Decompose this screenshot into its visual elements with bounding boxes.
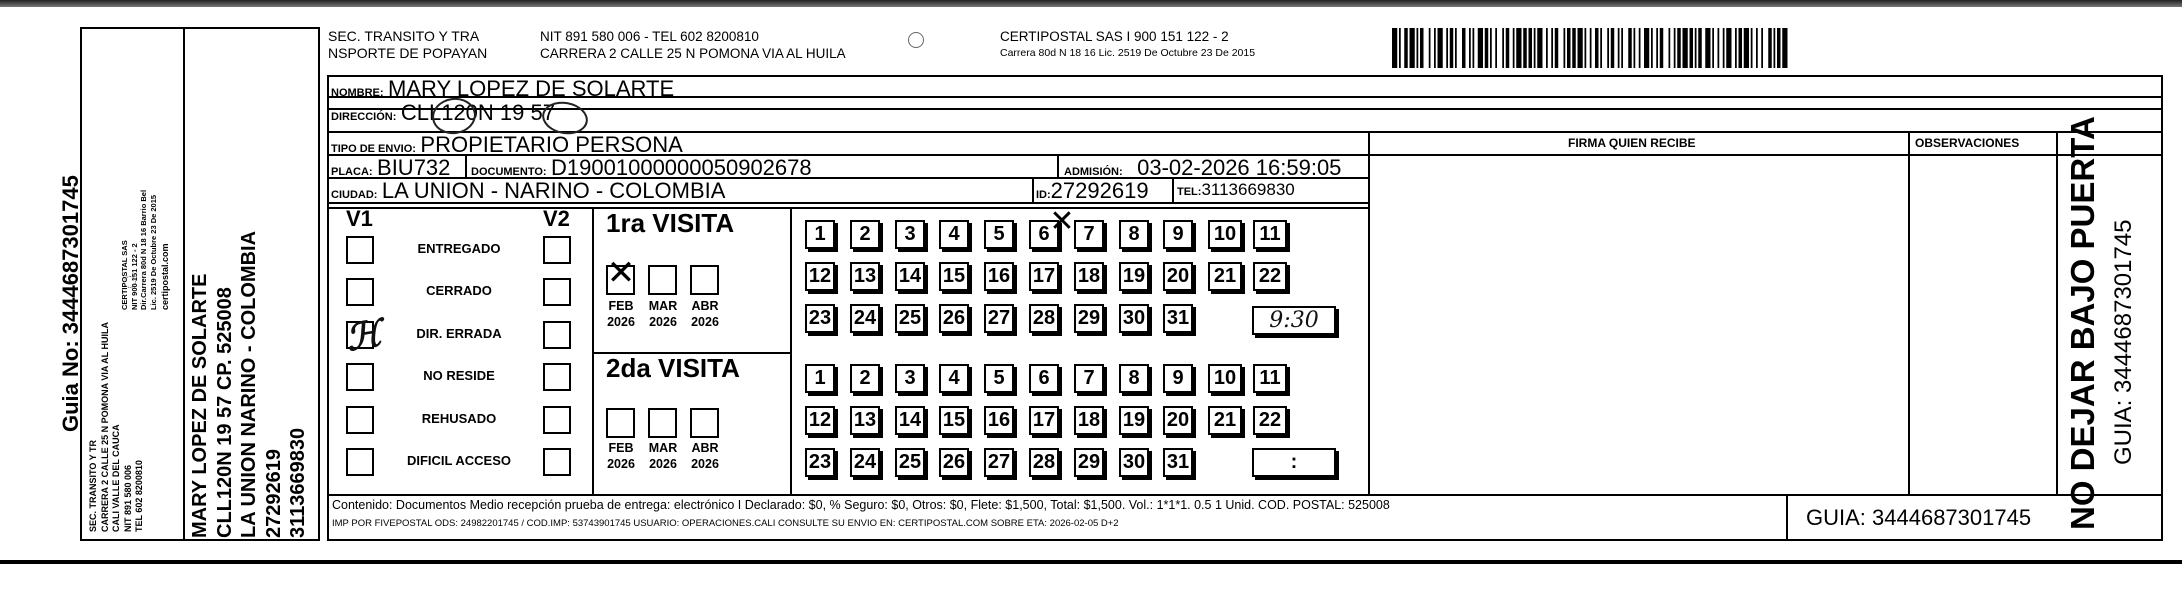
day-box[interactable]: 26 — [939, 304, 969, 333]
day-box[interactable]: 24 — [850, 448, 880, 477]
status-v2-checkbox[interactable] — [543, 406, 571, 434]
stub-certipostal-line: Dir.Carrera 80d N 18 16 Barrio Bel — [139, 189, 148, 310]
month-checkbox[interactable] — [690, 408, 719, 438]
courier-logo-icon — [124, 276, 136, 288]
year-label: 2026 — [649, 315, 677, 329]
month-label: ABR — [691, 299, 719, 313]
barcode — [1392, 28, 1950, 68]
day-box[interactable]: 5 — [984, 220, 1014, 249]
day-box[interactable]: 2 — [850, 364, 880, 393]
tel-value: 3113669830 — [1201, 180, 1295, 199]
col-line — [1908, 131, 1910, 494]
footer-imp: IMP POR FIVEPOSTAL ODS: 24982201745 / COD.IMP: 53743901745 USUARIO: OPERACIONES.CALI CONSULTE SU ENVIO EN: CERTIPOSTAL.COM SOBRE ETA: 2026-02-05 D+2 — [332, 518, 1119, 529]
day-box[interactable]: 31 — [1163, 448, 1193, 477]
id-value: 27292619 — [1050, 178, 1149, 203]
day-box[interactable]: 8 — [1119, 220, 1149, 249]
stub-sender-line: CALI VALLE DEL CAUCA — [111, 424, 121, 532]
courier-name: CERTIPOSTAL SAS I 900 151 122 - 2 — [1000, 29, 1229, 44]
v2-label: V2 — [543, 206, 570, 231]
x-mark-day-6: ✕ — [1049, 204, 1075, 239]
day-box[interactable]: 10 — [1208, 220, 1242, 249]
status-v2-checkbox[interactable] — [543, 363, 571, 391]
day-box[interactable]: 13 — [850, 262, 880, 291]
day-box[interactable]: 3 — [895, 220, 925, 249]
first-visit-time-box[interactable] — [1252, 306, 1336, 335]
status-label: ENTREGADO — [417, 241, 501, 256]
courier-address: Carrera 80d N 18 16 Lic. 2519 De Octubre 23 De 2015 — [1000, 47, 1256, 59]
day-box[interactable]: 16 — [984, 262, 1014, 291]
courier-info — [1000, 28, 1255, 62]
stub-certipostal-line: Lic. 2519 De Octubre 23 De 2015 — [148, 194, 158, 310]
stub-recipient-line: CLL120N 19 57 CP. 525008 — [213, 287, 236, 538]
row-line — [327, 207, 1370, 209]
stub-guia-number: Guia No: 3444687301745 — [58, 175, 83, 432]
month-label: FEB — [608, 441, 634, 455]
day-box[interactable]: 19 — [1119, 262, 1149, 291]
day-box[interactable]: 14 — [895, 262, 925, 291]
day-box[interactable]: 14 — [895, 406, 925, 435]
col-line — [592, 207, 594, 494]
stub-certipostal-line: CERTIPOSTAL SAS — [120, 240, 129, 310]
day-box[interactable]: 8 — [1119, 364, 1149, 393]
day-box[interactable]: 21 — [1208, 406, 1242, 435]
status-v1-checkbox[interactable] — [346, 278, 374, 306]
day-box[interactable]: 12 — [805, 406, 835, 435]
scan-edge-top — [0, 0, 2182, 7]
status-v1-checkbox[interactable] — [346, 236, 374, 264]
col-line — [1786, 494, 1788, 541]
sender-name-line: SEC. TRANSITO Y TRA — [328, 28, 480, 44]
stub-certipostal-block — [120, 190, 158, 310]
day-box[interactable]: 2 — [850, 220, 880, 249]
no-dejar-bajo-puerta: NO DEJAR BAJO PUERTA — [2064, 116, 2101, 530]
direccion-label: DIRECCIÓN: — [331, 111, 397, 123]
v1-label: V1 — [346, 206, 373, 231]
day-box[interactable]: 20 — [1163, 262, 1193, 291]
day-box[interactable]: 10 — [1208, 364, 1242, 393]
day-box[interactable]: 17 — [1029, 262, 1059, 291]
day-box[interactable]: 13 — [850, 406, 880, 435]
day-box[interactable]: 12 — [805, 262, 835, 291]
day-box[interactable]: 20 — [1163, 406, 1193, 435]
day-box[interactable]: 17 — [1029, 406, 1059, 435]
tel-label: TEL: — [1177, 186, 1202, 198]
tel-field — [1177, 180, 1295, 200]
day-box[interactable]: 9 — [1163, 220, 1193, 249]
day-box[interactable]: 11 — [1253, 364, 1287, 393]
day-box[interactable]: 27 — [984, 448, 1014, 477]
day-box[interactable]: 22 — [1253, 262, 1287, 291]
sender-name-line: NSPORTE DE POPAYAN — [328, 45, 488, 61]
day-box[interactable]: 25 — [895, 304, 925, 333]
col-line — [1032, 177, 1034, 202]
nombre-value: MARY LOPEZ DE SOLARTE — [388, 76, 675, 101]
row-line — [327, 108, 2163, 110]
second-visit-time-box[interactable] — [1252, 448, 1336, 477]
day-box[interactable]: 30 — [1119, 448, 1149, 477]
nombre-label: NOMBRE: — [331, 87, 384, 99]
placa-label: PLACA: — [331, 166, 373, 178]
status-v2-checkbox[interactable] — [543, 448, 571, 476]
sender-address: CARRERA 2 CALLE 25 N POMONA VIA AL HUILA — [540, 46, 846, 61]
month-label: MAR — [648, 299, 678, 313]
day-box[interactable]: 29 — [1074, 448, 1104, 477]
id-label: ID: — [1036, 189, 1051, 201]
day-box[interactable]: 28 — [1029, 304, 1059, 333]
right-guia: GUIA: 3444687301745 — [2110, 219, 2137, 465]
status-v1-checkbox[interactable] — [346, 448, 374, 476]
day-box[interactable]: 23 — [805, 448, 835, 477]
footer-contenido: Contenido: Documentos Medio recepción prueba de entrega: electrónico I Declarado: $0, % Seguro: $0, Otros: $0, Flete: $1,500, Total: $1,500. Vol.: 1*1*1. 0.5 1 Unid. COD. POSTAL: 525008 — [332, 498, 1390, 512]
day-box[interactable]: 1 — [805, 220, 835, 249]
month-checkbox[interactable] — [606, 408, 635, 438]
day-box[interactable]: 19 — [1119, 406, 1149, 435]
ciudad-label: CIUDAD: — [331, 189, 378, 201]
first-visit-time: 9:30 — [1269, 308, 1319, 333]
second-visit-title: 2da VISITA — [606, 353, 740, 383]
day-box[interactable]: 23 — [805, 304, 835, 333]
stub-recipient-block — [188, 231, 311, 538]
direccion-value: CLL120N 19 57 — [400, 100, 555, 125]
day-box[interactable]: 24 — [850, 304, 880, 333]
id-field — [1036, 178, 1149, 204]
day-box[interactable]: 25 — [895, 448, 925, 477]
status-label: DIFICIL ACCESO — [406, 453, 511, 468]
tipo-label: TIPO DE ENVIO: — [331, 143, 416, 155]
status-v2-checkbox[interactable] — [543, 278, 571, 306]
month-label: ABR — [691, 441, 719, 455]
observaciones-area[interactable] — [1911, 156, 2055, 493]
placa-value: BIU732 — [377, 155, 451, 180]
day-box[interactable]: 15 — [939, 406, 969, 435]
day-box[interactable]: 18 — [1074, 262, 1104, 291]
day-box[interactable]: 3 — [895, 364, 925, 393]
footer-guia: GUIA: 3444687301745 — [1806, 505, 2032, 530]
firma-label: FIRMA QUIEN RECIBE — [1568, 136, 1696, 150]
stub-recipient-line: 27292619 — [262, 449, 285, 538]
day-box[interactable]: 31 — [1163, 304, 1193, 333]
status-v1-checkbox[interactable] — [346, 406, 374, 434]
day-box[interactable]: 16 — [984, 406, 1014, 435]
day-box[interactable]: 21 — [1208, 262, 1242, 291]
documento-label: DOCUMENTO: — [471, 166, 547, 178]
day-box[interactable]: 5 — [984, 364, 1014, 393]
day-box[interactable]: 7 — [1074, 220, 1104, 249]
day-box[interactable]: 9 — [1163, 364, 1193, 393]
month-label: FEB — [608, 299, 634, 313]
x-mark-feb: ✕ — [606, 253, 636, 293]
status-v2-checkbox[interactable] — [543, 321, 571, 349]
admision-value: 03-02-2026 16:59:05 — [1137, 155, 1342, 180]
day-box[interactable]: 18 — [1074, 406, 1104, 435]
year-label: 2026 — [607, 457, 635, 471]
year-label: 2026 — [691, 457, 719, 471]
scan-edge-bottom — [0, 560, 2182, 564]
firma-area[interactable] — [1371, 156, 1907, 493]
stub-sender-line: NIT 891 580 006 — [122, 464, 133, 532]
row-line — [327, 494, 2163, 496]
day-box[interactable]: 26 — [939, 448, 969, 477]
stub-certipostal-line: NIT 900 151 122 - 2 — [129, 243, 139, 310]
day-box[interactable]: 11 — [1253, 220, 1287, 249]
day-box[interactable]: 22 — [1253, 406, 1287, 435]
day-box[interactable]: 28 — [1029, 448, 1059, 477]
status-label: NO RESIDE — [423, 368, 495, 383]
day-box[interactable]: 15 — [939, 262, 969, 291]
day-box[interactable]: 4 — [939, 364, 969, 393]
year-label: 2026 — [691, 315, 719, 329]
status-v1-checkbox[interactable] — [346, 363, 374, 391]
stub-certipostal-web: certipostal.com — [160, 243, 170, 310]
stub-sender-line: TEL 602 8200810 — [134, 460, 144, 532]
status-v2-checkbox[interactable] — [543, 236, 571, 264]
status-label: REHUSADO — [421, 411, 497, 426]
admision-label: ADMISIÓN: — [1064, 166, 1123, 178]
day-box[interactable]: 27 — [984, 304, 1014, 333]
day-box[interactable]: 30 — [1119, 304, 1149, 333]
col-line — [2056, 131, 2058, 494]
sender-name — [328, 28, 487, 62]
year-label: 2026 — [649, 457, 677, 471]
ciudad-field — [331, 178, 725, 204]
col-line — [790, 207, 792, 494]
sender-nit: NIT 891 580 006 - TEL 602 8200810 — [540, 29, 759, 44]
nombre-field — [331, 76, 674, 102]
documento-value: D19001000000050902678 — [551, 155, 812, 180]
tipo-value: PROPIETARIO PERSONA — [420, 132, 683, 157]
observaciones-label: OBSERVACIONES — [1915, 136, 2020, 150]
stub-recipient-line: LA UNION NARINO - COLOMBIA — [238, 230, 260, 538]
header-logo-icon — [908, 32, 924, 48]
handwritten-mark-dir-erronea: ℋ — [342, 312, 385, 360]
day-box[interactable]: 6 — [1029, 220, 1059, 249]
day-box[interactable]: 7 — [1074, 364, 1104, 393]
col-line — [1368, 131, 1370, 494]
month-checkbox[interactable] — [690, 265, 719, 295]
stub-sender-line: SEC. TRANSITO Y TR — [88, 439, 98, 532]
month-label: MAR — [648, 441, 678, 455]
year-label: 2026 — [607, 315, 635, 329]
sender-contact — [540, 28, 846, 62]
first-visit-title: 1ra VISITA — [606, 208, 735, 238]
day-box[interactable]: 4 — [939, 220, 969, 249]
status-label: DIR. ERRADA — [416, 326, 502, 341]
stub-sender-line: CARRERA 2 CALLE 25 N POMONA VIA AL HUILA — [99, 321, 110, 532]
col-line — [1057, 154, 1059, 177]
stub-recipient-line: MARY LOPEZ DE SOLARTE — [189, 273, 211, 538]
day-box[interactable]: 29 — [1074, 304, 1104, 333]
day-box[interactable]: 6 — [1029, 364, 1059, 393]
stub-sender-block — [88, 322, 146, 532]
second-visit-time: : — [1290, 451, 1298, 473]
stub-divider — [183, 27, 185, 541]
ciudad-value: LA UNION - NARINO - COLOMBIA — [381, 178, 726, 203]
month-checkbox[interactable] — [648, 265, 677, 295]
month-checkbox[interactable] — [648, 408, 677, 438]
status-label: CERRADO — [426, 283, 492, 298]
stub-recipient-line: 3113669830 — [287, 427, 309, 538]
day-box[interactable]: 1 — [805, 364, 835, 393]
